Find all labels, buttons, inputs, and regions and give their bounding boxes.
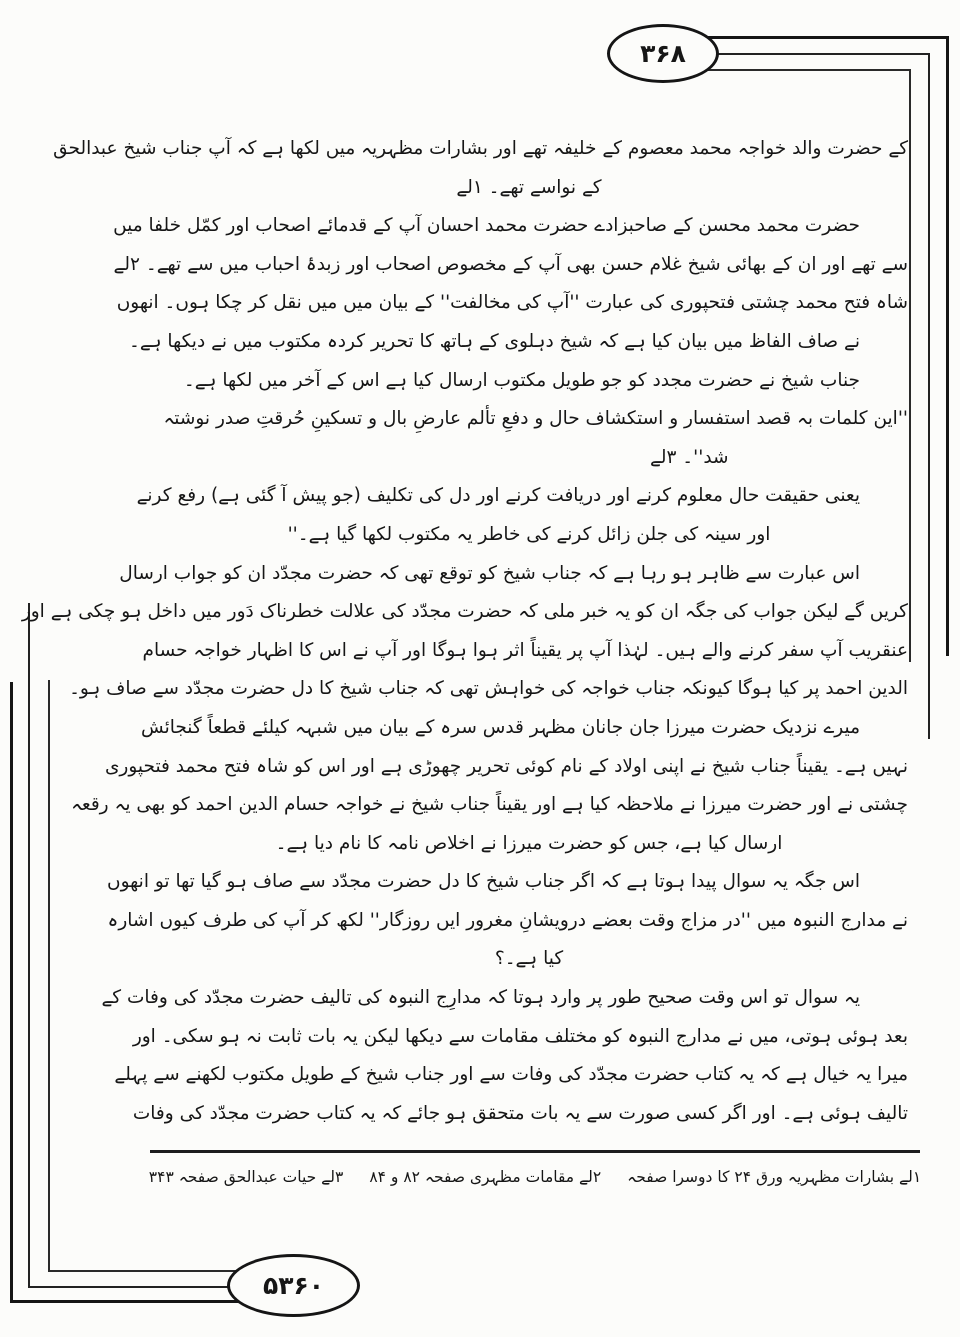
text-line: میرا یہ خیال ہے کہ یہ کتاب حضرت مجدّد کی وفات سے اور جناب شیخ کے طویل مکتوب لکھنے سے پہلے: [114, 1064, 908, 1086]
text-line: جناب شیخ نے حضرت مجدد کو جو طویل مکتوب ارسال کیا ہے اس کے آخر میں لکھا ہے۔: [183, 369, 860, 391]
text-line: کے نواسے تھے۔ ۱لے: [456, 176, 602, 198]
text-line: اور سینہ کی جلن زائل کرنے کی خاطر یہ مکتوب لکھا گیا ہے۔'': [287, 523, 771, 545]
footnote-row: [150, 1160, 920, 1194]
text-line: سے تھے اور ان کے بھائی شیخ غلام حسن بھی آپ کے مخصوص اصحاب اور زبدۂ احباب میں سے تھے۔ ۲لے: [113, 253, 908, 275]
text-line: یہ سوال تو اس وقت صحیح طور پر وارد ہوتا کہ مدارِج النبوہ کی تالیف حضرت مجدّد کی وفات کے: [101, 987, 860, 1009]
serial-number-ellipse: [227, 1254, 360, 1317]
text-line: الدین احمد پر کیا ہوگا کیونکہ جناب خواجہ کی خواہش تھی کہ جناب شیخ کا دل حضرت مجدّد سے صاف ہو۔: [69, 678, 908, 700]
text-line: میرے نزدیک حضرت میرزا جان جانان مظہر قدس سرہ کے بیان میں شبہہ کیلئے قطعاً گنجائش: [140, 716, 860, 738]
text-line: چشتی نے اور حضرت میرزا نے ملاحظہ کیا ہے اور یقیناً جناب شیخ نے خواجہ حسام الدین احمد کو بھی یہ رقعہ: [71, 794, 908, 816]
text-line: یعنی حقیقت حال معلوم کرنے اور دریافت کرنے اور دل کی تکلیف (جو پیش آ گئی ہے) رفع کرنے: [136, 485, 860, 507]
text-line: کیا ہے۔؟: [494, 948, 564, 970]
text-line: شاہ فتح محمد چشتی فتحپوری کی عبارت ''آپ کی مخالفت'' کے بیان میں میں نقل کر چکا ہوں۔ انھوں: [116, 292, 908, 314]
text-line: کریں گے لیکن جواب کی جگہ ان کو یہ خبر ملی کہ حضرت مجدّد کی علالت خطرناک دَور میں داخل ہو چکی ہے اور: [21, 601, 908, 623]
text-line: بعد ہوئی ہوتی، میں نے مدارج النبوہ کو مختلف مقامات سے دیکھا لیکن یہ بات ثابت نہ ہو سکی۔ اور: [132, 1025, 908, 1047]
footnote-2: ۲لے مقامات مظہری صفحہ ۸۲ و ۸۴: [369, 1168, 602, 1186]
text-line: ''این کلمات بہ قصد استفسار و استکشاف حال و دفعِ تألم عارضِ بال و تسکینِ حُرقتِ صدر نوشتہ: [163, 408, 908, 430]
text-line: نے مدارج النبوہ میں ''در مزاج وقت بعضے درویشانِ مغرور ایں روزگار'' لکھ کر آپ کی طرف کیوں اشارہ: [107, 909, 908, 931]
serial-number: ۵۳۶۰: [262, 1271, 325, 1300]
text-line: ارسال کیا ہے، جس کو حضرت میرزا نے اخلاص نامہ کا نام دیا ہے۔: [275, 832, 783, 854]
page-number: ۳۶۸: [640, 39, 686, 68]
text-line: تالیف ہوئی ہے۔ اور اگر کسی صورت سے یہ بات متحقق ہو جائے کہ یہ کتاب حضرت مجدّد کی وفات: [132, 1102, 908, 1124]
text-line: حضرت محمد محسن کے صاحبزادے حضرت محمد احسان آپ کے قدمائے اصحاب اور کمّل خلفا میں: [113, 215, 860, 237]
footnote-3: ۳لے حیات عبدالحق صفحہ ۳۴۳: [148, 1168, 344, 1186]
text-line: نہیں ہے۔ یقیناً جناب شیخ نے اپنی اولاد کے نام کوئی تحریر چھوڑی ہے اور اس کو شاہ فتح محمد فتحپوری: [104, 755, 908, 777]
text-line: کے حضرت والد خواجہ محمد معصوم کے خلیفہ تھے اور بشارات مظہریہ میں لکھا ہے کہ آپ جناب شیخ عبدالحق: [53, 138, 908, 159]
page-number-ellipse: [607, 24, 719, 83]
text-line: اس جگہ یہ سوال پیدا ہوتا ہے کہ اگر جناب شیخ کا دل حضرت مجدّد سے صاف ہو گیا تھا تو انھوں: [107, 871, 860, 893]
footnote-1: ۱لے بشارات مظہریہ ورق ۲۴ کا دوسرا صفحہ: [627, 1168, 922, 1186]
text-line: شد''۔ ۳لے: [650, 446, 729, 468]
text-line: اس عبارت سے ظاہر ہو رہا ہے کہ جناب شیخ کو توقع تھی کہ حضرت مجدّد ان کو جواب ارسال: [119, 562, 860, 584]
footnote-rule: [150, 1150, 920, 1153]
text-line: نے صاف الفاظ میں بیان کیا ہے کہ شیخ دہلوی کے ہاتھ کا تحریر کردہ مکتوب میں نے دیکھا ہے۔: [129, 330, 860, 352]
body-text-block: [21, 130, 908, 1133]
text-line: عنقریب آپ سفر کرنے والے ہیں۔ لہٰذا آپ پر یقیناً اثر ہوا ہوگا اور آپ نے اس کا اظہار خواجہ حسام: [142, 639, 908, 661]
